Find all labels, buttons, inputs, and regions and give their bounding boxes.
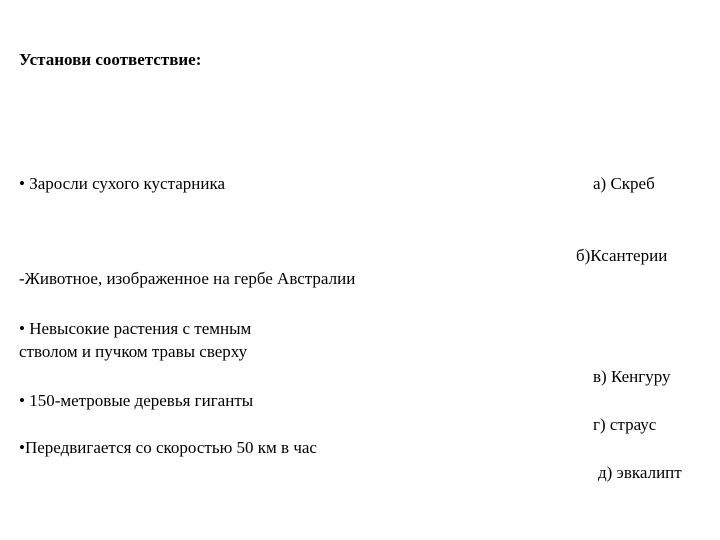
right-item-d: д) эвкалипт [598,463,682,482]
task-title: Установи соответствие: [19,50,202,69]
right-item-a: а) Скреб [593,174,655,193]
left-item-low-plants-line2: стволом и пучком травы сверху [19,342,248,361]
left-item-emblem-animal: -Животное, изображенное на гербе Австралии [19,269,356,288]
left-item-giant-trees: • 150-метровые деревья гиганты [19,391,254,410]
right-item-v: в) Кенгуру [593,367,671,386]
right-item-b: б)Ксантерии [576,246,668,265]
right-item-g: г) страус [593,415,657,434]
left-item-low-plants-line1: • Невысокие растения с темным [19,319,252,338]
left-item-scrub: • Заросли сухого кустарника [19,174,226,193]
left-item-speed: •Передвигается со скоростью 50 км в час [19,438,317,457]
